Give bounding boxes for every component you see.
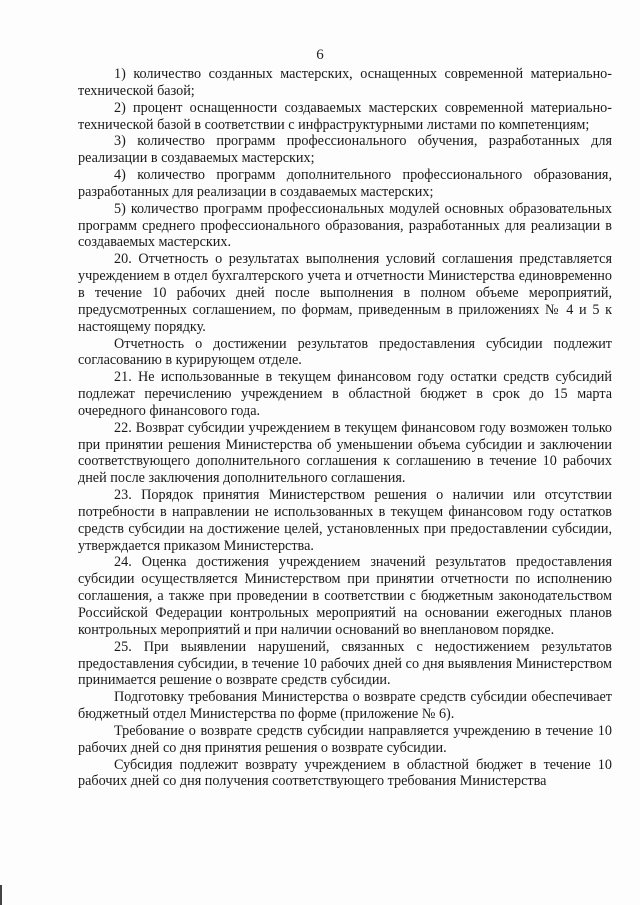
- paragraph-item-3: 3) количество программ профессионального обучения, разработанных для реализации в создаваемых мастерских;: [78, 133, 612, 167]
- paragraph-clause-25: 25. При выявлении нарушений, связанных с недостижением результатов предоставления субсидии, в течение 10 рабочих дней со дня выявления Министерством принимается решение о возврате средств субсидии.: [78, 638, 612, 689]
- document-body: [78, 66, 612, 790]
- paragraph-clause-20: 20. Отчетность о результатах выполнения условий соглашения представляется учреждением в отдел бухгалтерского учета и отчетности Министерства единовременно в течение 10 рабочих дней после выполнения в полном объеме мероприятий, предусмотренных соглашением, по формам, приведенным в приложениях № 4 и 5 к настоящему порядку.: [78, 251, 612, 335]
- paragraph-clause-23: 23. Порядок принятия Министерством решения о наличии или отсутствии потребности в направлении не использованных в текущем финансовом году остатков средств субсидии на достижение целей, установленных при предоставлении субсидии, утверждается приказом Министерства.: [78, 487, 612, 554]
- paragraph-clause-20-approval: Отчетность о достижении результатов предоставления субсидии подлежит согласованию в курирующем отделе.: [78, 335, 612, 369]
- paragraph-clause-22: 22. Возврат субсидии учреждением в текущем финансовом году возможен только при принятии решения Министерства об уменьшении объема субсидии и заключении соответствующего дополнительного соглашения к соглашению в течение 10 рабочих дней после заключения дополнительного соглашения.: [78, 419, 612, 487]
- paragraph-clause-25-preparation: Подготовку требования Министерства о возврате средств субсидии обеспечивает бюджетный отдел Министерства по форме (приложение № 6).: [78, 689, 612, 723]
- page-number: 6: [316, 47, 324, 63]
- paragraph-item-1: 1) количество созданных мастерских, оснащенных современной материально-технической базой;: [78, 66, 612, 99]
- paragraph-clause-25-requirement: Требование о возврате средств субсидии направляется учреждению в течение 10 рабочих дней со дня принятия решения о возврате субсидии.: [78, 722, 612, 756]
- paragraph-clause-21: 21. Не использованные в текущем финансовом году остатки средств субсидий подлежат перечислению учреждением в областной бюджет в срок до 15 марта очередного финансового года.: [78, 369, 612, 419]
- scan-edge-mark: [0, 885, 2, 905]
- paragraph-item-2: 2) процент оснащенности создаваемых мастерских современной материально-технической базой в соответствии с инфраструктурными листами по компетенциям;: [78, 99, 612, 133]
- paragraph-item-4: 4) количество программ дополнительного профессионального образования, разработанных для реализации в создаваемых мастерских;: [78, 167, 612, 200]
- paragraph-clause-25-refund: Субсидия подлежит возврату учреждением в областной бюджет в течение 10 рабочих дней со дня получения соответствующего требования Министерства: [78, 756, 612, 790]
- paragraph-clause-24: 24. Оценка достижения учреждением значений результатов предоставления субсидии осуществляется Министерством при принятии отчетности по исполнению соглашения, а также при проведении в соответствии с бюджетным законодательством Российской Федерации контрольных мероприятий на основании ежегодных планов контрольных мероприятий и при наличии оснований во внеплановом порядке.: [78, 554, 612, 638]
- paragraph-item-5: 5) количество программ профессиональных модулей основных образовательных программ среднего профессионального образования, разработанных для реализации в создаваемых мастерских.: [78, 200, 612, 251]
